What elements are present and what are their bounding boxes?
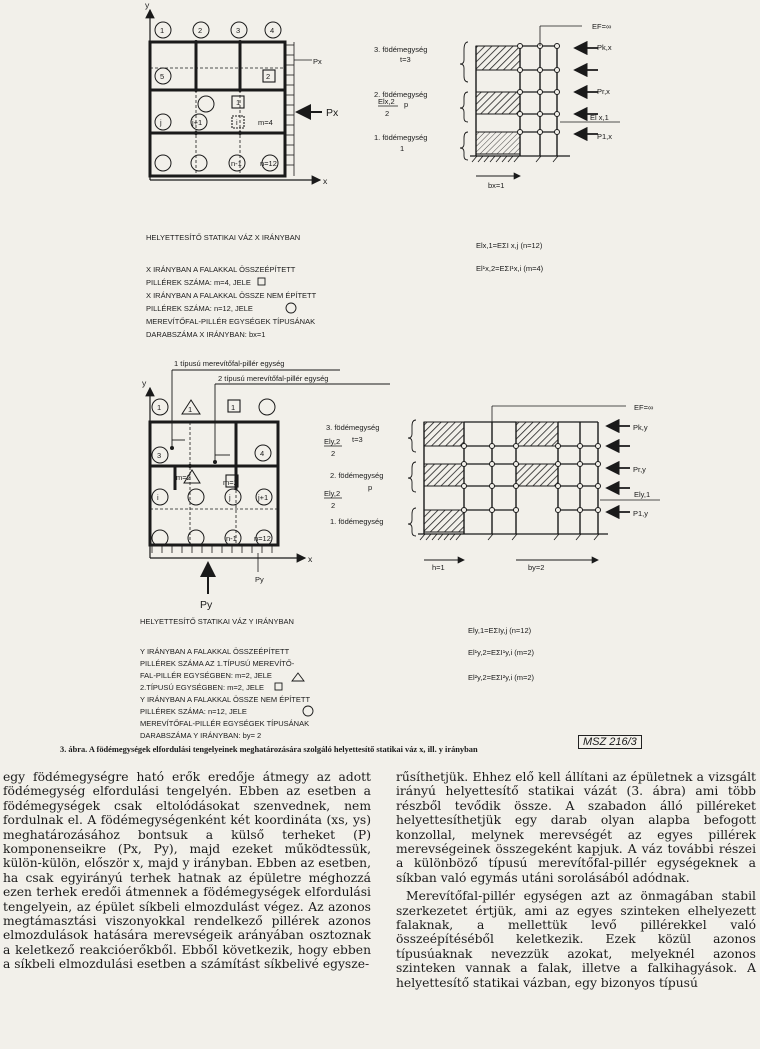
node-label: n-1 xyxy=(231,159,242,168)
floor-label: 1. födémegység xyxy=(374,133,428,142)
node-label: m=2 xyxy=(176,473,191,482)
desc-line: Y IRÁNYBAN A FALAKKAL ÖSSZE NEM ÉPÍTETT xyxy=(140,695,311,704)
text-column-right xyxy=(396,770,756,990)
desc-line: FAL-PILLÉR EGYSÉGBEN: m=2, JELE xyxy=(140,671,272,680)
unit-type-label: 1 típusú merevítőfal-pillér egység xyxy=(174,359,285,368)
stiffness-den: 2 xyxy=(331,449,336,458)
desc-line: DARABSZÁMA Y IRÁNYBAN: by= 2 xyxy=(140,731,262,740)
node-label: j+1 xyxy=(192,118,203,127)
desc-line: X IRÁNYBAN A FALAKKAL ÖSSZEÉPÍTETT xyxy=(146,265,296,274)
plan-y-labels xyxy=(142,359,328,611)
force-label: Pr,x xyxy=(597,87,610,96)
elevation-y-labels xyxy=(324,403,653,572)
node-label: j xyxy=(160,118,162,127)
stiffness-den: 2 xyxy=(331,501,336,510)
paragraph: rűsíthetjük. Ehhez elő kell állítani az épületnek a vizsgált irányú helyettesítő statikai vázát (3. ábra) ami több részből tevődik össze. A szabadon álló pilléreket helyettesíthetjük egy darab olyan alapba befogott konzollal, melynek merevségét az egyes pillérek merevségeinek összegeként kapjuk. A váz további részei a különböző típusú merevítőfal-pillér egységeknek a síkban való egymás utáni sorolásából adódnak. xyxy=(396,770,756,885)
node-label: 2 xyxy=(198,26,203,35)
axis-x-label: x xyxy=(308,554,313,564)
desc-line: MEREVÍTŐFAL-PILLÉR EGYSÉGEK TÍPUSÁNAK xyxy=(140,719,310,728)
force-label: Px xyxy=(313,57,322,66)
floor-label: 3. födémegység xyxy=(326,423,380,432)
base-width-label: h=1 xyxy=(432,563,445,572)
desc-line: X IRÁNYBAN A FALAKKAL ÖSSZE NEM ÉPÍTETT xyxy=(146,291,317,300)
formula: Elx,1=EΣI x,j (n=12) xyxy=(476,241,543,250)
node-label: j+1 xyxy=(258,493,269,502)
desc-line: PILLÉREK SZÁMA: n=12, JELE xyxy=(140,707,247,716)
force-label: Pk,x xyxy=(597,43,612,52)
node-label: j xyxy=(229,493,231,502)
force-label-large: Px xyxy=(326,107,339,119)
force-label: P1,y xyxy=(633,509,649,518)
force-label: Pr,y xyxy=(633,465,646,474)
ef-label: EF=∞ xyxy=(634,403,654,412)
floor-sub: 1 xyxy=(400,144,405,153)
stiffness-label: El x,1 xyxy=(590,113,609,122)
force-label-large: Py xyxy=(200,599,213,611)
node-label: 2 xyxy=(266,72,271,81)
base-width-label: by=2 xyxy=(528,563,545,572)
unit-type-label: 2 típusú merevítőfal-pillér egység xyxy=(218,374,329,383)
formula: El¹y,2=EΣI¹y,i (m=2) xyxy=(468,648,535,657)
stiffness-label: Elx,2 xyxy=(378,97,395,106)
node-label: m=2 xyxy=(223,478,238,487)
node-label: 1 xyxy=(236,98,241,107)
desc-line: 2.TÍPUSÚ EGYSÉGBEN: m=2, JELE xyxy=(140,683,264,692)
desc-line: PILLÉREK SZÁMA: m=4, JELE xyxy=(146,278,251,287)
force-label: P1,x xyxy=(597,132,613,141)
floor-label: 1. födémegység xyxy=(330,517,384,526)
type1-symbol xyxy=(292,673,304,681)
axis-y-label: y xyxy=(145,0,150,10)
fixed-pillar-symbol xyxy=(258,278,265,285)
axis-x-label: x xyxy=(323,176,328,186)
node-label: m=4 xyxy=(258,118,273,127)
stiffness-label: Ely,1 xyxy=(634,490,651,499)
base-width-label: bx=1 xyxy=(488,181,505,190)
floor-sub: t=3 xyxy=(352,435,363,444)
figure-caption: 3. ábra. A födémegységek elfordulási tengelyeinek meghatározására szolgáló helyettesítő statikai váz x, ill. y irányban xyxy=(60,745,478,754)
floor-label: 3. födémegység xyxy=(374,45,428,54)
axis-y-label: y xyxy=(142,378,147,388)
frame-title: HELYETTESÍTŐ STATIKAI VÁZ X IRÁNYBAN xyxy=(146,233,301,242)
paragraph: Merevítőfal-pillér egységen azt az önmagában stabil szerkezetet értjük, ami az egyes szinteken elhelyezett falaknak, a mellettük levő pillérekkel való összeépítéséből keletkezik. Ezek közül azonos típusúaknak nevezzük azokat, melyeknél azonos szinteken vannak a falak, illetve a falkihagyások. A helyettesítő statikai vázban, egy bizonyos típusú xyxy=(396,889,756,990)
desc-line: DARABSZÁMA X IRÁNYBAN: bx=1 xyxy=(146,330,266,339)
node-label: 5 xyxy=(160,72,165,81)
floor-label: 2. födémegység xyxy=(374,90,428,99)
floor-label: 2. födémegység xyxy=(330,471,384,480)
plan-x-labels xyxy=(145,0,339,186)
free-pillar-symbol xyxy=(303,706,313,716)
stiffness-label: Ely,2 xyxy=(324,437,341,446)
node-label: 1 xyxy=(160,26,165,35)
node-label: 3 xyxy=(236,26,241,35)
floor-sub: t=3 xyxy=(400,55,411,64)
node-label: i xyxy=(157,493,159,502)
node-label: n=12 xyxy=(260,159,277,168)
type2-symbol xyxy=(275,683,282,690)
node-label: i xyxy=(236,118,238,127)
node-label: 1 xyxy=(188,405,193,414)
floor-sub: p xyxy=(404,100,409,109)
node-label: 3 xyxy=(157,451,162,460)
formula: Ely,1=EΣIy,j (n=12) xyxy=(468,626,532,635)
plan-y-text xyxy=(140,617,535,740)
plan-x-text xyxy=(146,233,544,339)
plan-y xyxy=(150,370,390,594)
node-label: n-1 xyxy=(226,534,237,543)
node-label: 1 xyxy=(231,403,236,412)
frame-title: HELYETTESÍTŐ STATIKAI VÁZ Y IRÁNYBAN xyxy=(140,617,294,626)
force-label: Py xyxy=(255,575,264,584)
desc-line: PILLÉREK SZÁMA: n=12, JELE xyxy=(146,304,253,313)
text-column-left xyxy=(3,770,371,972)
formula: El²y,2=EΣI²y,i (m=2) xyxy=(468,673,535,682)
free-pillar-symbol xyxy=(286,303,296,313)
node-label: 4 xyxy=(260,449,265,458)
node-label: 1 xyxy=(157,403,162,412)
desc-line: MEREVÍTŐFAL-PILLÉR EGYSÉGEK TÍPUSÁNAK xyxy=(146,317,316,326)
desc-line: Y IRÁNYBAN A FALAKKAL ÖSSZEÉPÍTETT xyxy=(140,647,290,656)
plan-x xyxy=(150,10,322,180)
standard-stamp: MSZ 216/3 xyxy=(578,735,642,749)
force-label: Pk,y xyxy=(633,423,648,432)
paragraph: egy födémegységre ható erők eredője átmegy az adott födémegység elfordulási tengelyén. Ebben az esetben a födémegységek csak eltolódásokat szenvednek, nem fordulnak el. A födémegységenként két koordináta (xs, ys) meghatározásához bontsuk a külső terheket (P) komponenseikre (Px, Py), majd ezeket működtessük, külön-külön, először x, majd y irányban. Ebben az esetben, ha csak egyirányú terhek hatnak az épületre méghozzá ezen terhek eredői átmennek a födémegységek elfordulási tengelyein, az épület síkbeli elmozdulást végez. Az azonos megtámasztási viszonyokkal rendelkező pillérek azonos elmozdulások hatására merevségeik arányában osztoznak a keletkező reakcióerőkből. Ebből következik, hogy ebben a síkbeli elmozdulási esetben a számítást síkbelivé egysze- xyxy=(3,770,371,972)
floor-sub: p xyxy=(368,483,373,492)
formula: El¹x,2=EΣI¹x,i (m=4) xyxy=(476,264,544,273)
ef-label: EF=∞ xyxy=(592,22,612,31)
stiffness-den: 2 xyxy=(385,109,390,118)
desc-line: PILLÉREK SZÁMA AZ 1.TÍPUSÚ MEREVÍTŐ- xyxy=(140,659,295,668)
node-label: 4 xyxy=(270,26,275,35)
stiffness-label: Ely,2 xyxy=(324,489,341,498)
node-label: n=12 xyxy=(254,534,271,543)
